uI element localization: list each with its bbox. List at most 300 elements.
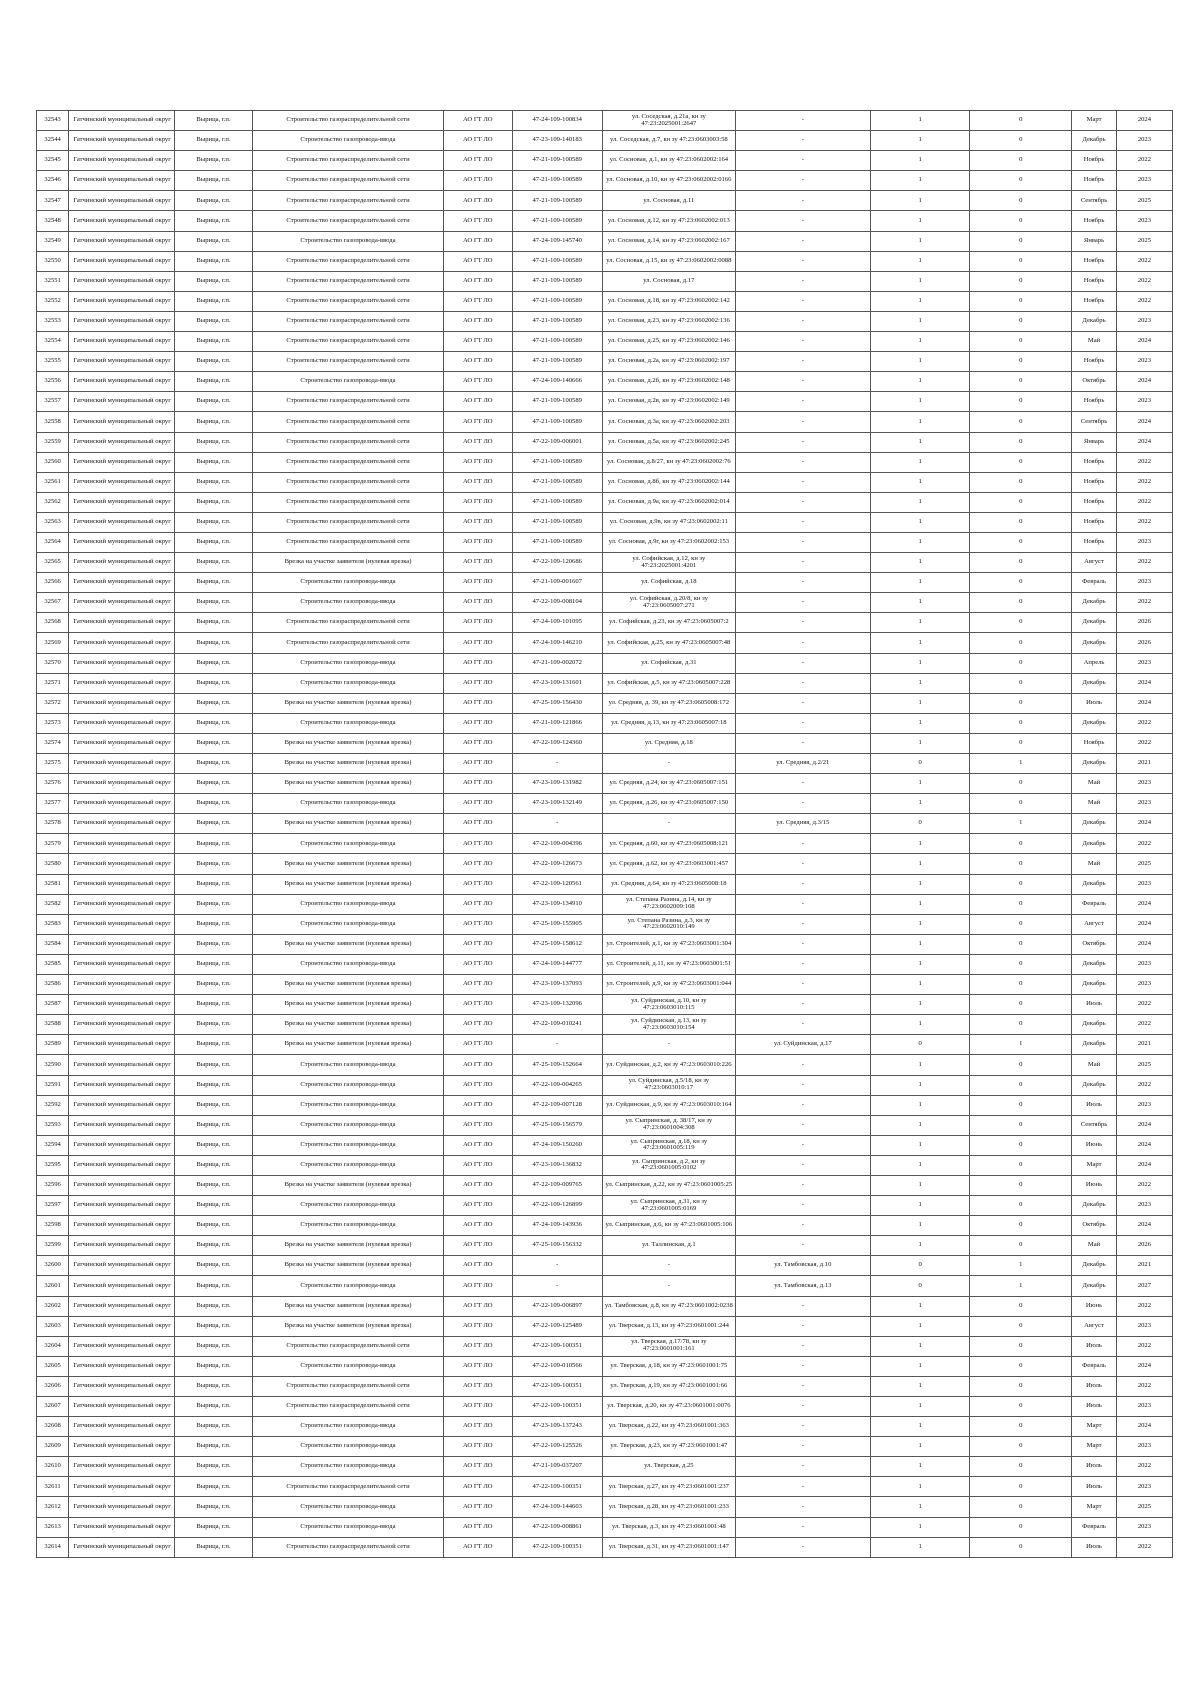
cell-year: 2025 bbox=[1116, 854, 1172, 874]
table-row bbox=[37, 854, 1173, 874]
cell-flag-a: 1 bbox=[870, 211, 970, 231]
cell-flag-a: 1 bbox=[870, 834, 970, 854]
table-row bbox=[37, 1316, 1173, 1336]
cell-application-number: 47-21-109-100589 bbox=[512, 191, 602, 211]
cell-address-cadastral: ул. Тверская, д.18, кн зу 47:23:0601001:75 bbox=[602, 1356, 735, 1376]
cell-row-number: 32570 bbox=[37, 653, 69, 673]
cell-month: Март bbox=[1072, 1417, 1117, 1437]
cell-row-number: 32613 bbox=[37, 1517, 69, 1537]
cell-locality: Вырица, г.п. bbox=[175, 613, 253, 633]
cell-district: Гатчинский муниципальный округ bbox=[69, 1256, 175, 1276]
cell-work-type: Строительство газопровода-ввода bbox=[252, 713, 443, 733]
cell-organization: АО ГТ ЛО bbox=[444, 332, 513, 352]
cell-district: Гатчинский муниципальный округ bbox=[69, 532, 175, 552]
cell-row-number: 32579 bbox=[37, 834, 69, 854]
cell-locality: Вырица, г.п. bbox=[175, 975, 253, 995]
cell-work-type: Строительство газораспределительной сети bbox=[252, 251, 443, 271]
cell-organization: АО ГТ ЛО bbox=[444, 1055, 513, 1075]
cell-flag-b: 1 bbox=[970, 754, 1072, 774]
cell-year: 2023 bbox=[1116, 171, 1172, 191]
cell-flag-a: 1 bbox=[870, 251, 970, 271]
cell-row-number: 32586 bbox=[37, 975, 69, 995]
cell-year: 2026 bbox=[1116, 633, 1172, 653]
cell-month: Сентябрь bbox=[1072, 1115, 1117, 1135]
cell-row-number: 32565 bbox=[37, 553, 69, 573]
cell-row-number: 32559 bbox=[37, 432, 69, 452]
cell-year: 2024 bbox=[1116, 1216, 1172, 1236]
cell-work-type: Строительство газопровода-ввода bbox=[252, 372, 443, 392]
cell-address-alt: - bbox=[735, 854, 870, 874]
cell-year: 2022 bbox=[1116, 151, 1172, 171]
cell-organization: АО ГТ ЛО bbox=[444, 1115, 513, 1135]
cell-address-alt: - bbox=[735, 452, 870, 472]
cell-application-number: 47-24-109-145740 bbox=[512, 231, 602, 251]
cell-organization: АО ГТ ЛО bbox=[444, 653, 513, 673]
cell-district: Гатчинский муниципальный округ bbox=[69, 814, 175, 834]
cell-application-number: 47-21-109-002072 bbox=[512, 653, 602, 673]
cell-organization: АО ГТ ЛО bbox=[444, 151, 513, 171]
cell-year: 2023 bbox=[1116, 1397, 1172, 1417]
cell-flag-b: 0 bbox=[970, 211, 1072, 231]
cell-application-number: 47-21-109-100589 bbox=[512, 472, 602, 492]
cell-organization: АО ГТ ЛО bbox=[444, 593, 513, 613]
cell-row-number: 32598 bbox=[37, 1216, 69, 1236]
cell-work-type: Строительство газопровода-ввода bbox=[252, 794, 443, 814]
cell-application-number: 47-25-109-156332 bbox=[512, 1236, 602, 1256]
cell-year: 2022 bbox=[1116, 492, 1172, 512]
cell-application-number: 47-21-109-100589 bbox=[512, 532, 602, 552]
cell-application-number: - bbox=[512, 754, 602, 774]
cell-locality: Вырица, г.п. bbox=[175, 1115, 253, 1135]
cell-flag-a: 1 bbox=[870, 1236, 970, 1256]
cell-work-type: Врезка на участке заявителя (нулевая врезка) bbox=[252, 1316, 443, 1336]
cell-address-cadastral: ул. Тверская, д.13, кн зу 47:23:0601001:244 bbox=[602, 1316, 735, 1336]
cell-address-alt: - bbox=[735, 1417, 870, 1437]
cell-flag-b: 0 bbox=[970, 954, 1072, 974]
table-row bbox=[37, 1015, 1173, 1035]
cell-locality: Вырица, г.п. bbox=[175, 191, 253, 211]
cell-row-number: 32591 bbox=[37, 1075, 69, 1095]
cell-flag-a: 0 bbox=[870, 754, 970, 774]
cell-month: Декабрь bbox=[1072, 1196, 1117, 1216]
cell-row-number: 32566 bbox=[37, 573, 69, 593]
cell-address-alt: - bbox=[735, 332, 870, 352]
cell-row-number: 32563 bbox=[37, 512, 69, 532]
cell-address-cadastral: ул. Средняя, д.24, кн зу 47:23:0605007:151 bbox=[602, 774, 735, 794]
cell-district: Гатчинский муниципальный округ bbox=[69, 1015, 175, 1035]
cell-district: Гатчинский муниципальный округ bbox=[69, 794, 175, 814]
cell-application-number: 47-21-109-100589 bbox=[512, 311, 602, 331]
cell-application-number: 47-22-109-004265 bbox=[512, 1075, 602, 1095]
table-row bbox=[37, 332, 1173, 352]
cell-work-type: Строительство газопровода-ввода bbox=[252, 1517, 443, 1537]
cell-flag-a: 1 bbox=[870, 412, 970, 432]
cell-address-cadastral: ул. Софийская, д.18 bbox=[602, 573, 735, 593]
cell-address-cadastral: ул. Средняя, д.13, кн зу 47:23:0605007:18 bbox=[602, 713, 735, 733]
cell-address-alt: - bbox=[735, 894, 870, 914]
cell-flag-a: 1 bbox=[870, 271, 970, 291]
cell-work-type: Строительство газопровода-ввода bbox=[252, 131, 443, 151]
table-row bbox=[37, 432, 1173, 452]
table-row bbox=[37, 131, 1173, 151]
cell-month: Декабрь bbox=[1072, 633, 1117, 653]
cell-month: Ноябрь bbox=[1072, 532, 1117, 552]
table-row bbox=[37, 754, 1173, 774]
cell-month: Июль bbox=[1072, 1397, 1117, 1417]
cell-district: Гатчинский муниципальный округ bbox=[69, 914, 175, 934]
cell-locality: Вырица, г.п. bbox=[175, 171, 253, 191]
cell-month: Июль bbox=[1072, 1537, 1117, 1557]
cell-address-alt: - bbox=[735, 1517, 870, 1537]
cell-year: 2024 bbox=[1116, 1417, 1172, 1437]
cell-locality: Вырица, г.п. bbox=[175, 995, 253, 1015]
cell-application-number: 47-25-109-155905 bbox=[512, 914, 602, 934]
cell-flag-a: 1 bbox=[870, 633, 970, 653]
cell-organization: АО ГТ ЛО bbox=[444, 1437, 513, 1457]
cell-address-alt: - bbox=[735, 1316, 870, 1336]
cell-address-cadastral: ул. Тверская, д.22, кн зу 47:23:0601001:363 bbox=[602, 1417, 735, 1437]
cell-flag-b: 0 bbox=[970, 1356, 1072, 1376]
cell-flag-b: 0 bbox=[970, 1075, 1072, 1095]
cell-district: Гатчинский муниципальный округ bbox=[69, 975, 175, 995]
cell-row-number: 32576 bbox=[37, 774, 69, 794]
cell-organization: АО ГТ ЛО bbox=[444, 874, 513, 894]
cell-flag-a: 1 bbox=[870, 1015, 970, 1035]
cell-month: Ноябрь bbox=[1072, 291, 1117, 311]
cell-address-alt: - bbox=[735, 372, 870, 392]
cell-locality: Вырица, г.п. bbox=[175, 894, 253, 914]
cell-work-type: Врезка на участке заявителя (нулевая врезка) bbox=[252, 934, 443, 954]
cell-organization: АО ГТ ЛО bbox=[444, 673, 513, 693]
cell-year: 2023 bbox=[1116, 532, 1172, 552]
cell-address-cadastral: ул. Сосновая, д.9в, кн зу 47:23:0602002:11 bbox=[602, 512, 735, 532]
cell-district: Гатчинский муниципальный округ bbox=[69, 1376, 175, 1396]
cell-work-type: Врезка на участке заявителя (нулевая врезка) bbox=[252, 553, 443, 573]
cell-application-number: 47-21-109-100589 bbox=[512, 151, 602, 171]
cell-work-type: Строительство газораспределительной сети bbox=[252, 472, 443, 492]
cell-year: 2022 bbox=[1116, 1537, 1172, 1557]
cell-row-number: 32614 bbox=[37, 1537, 69, 1557]
cell-application-number: 47-22-109-009765 bbox=[512, 1175, 602, 1195]
cell-year: 2024 bbox=[1116, 1356, 1172, 1376]
cell-address-cadastral: ул. Суйдинская, д.13, кн зу 47:23:0603010:154 bbox=[602, 1015, 735, 1035]
cell-flag-a: 1 bbox=[870, 1055, 970, 1075]
cell-row-number: 32574 bbox=[37, 733, 69, 753]
cell-locality: Вырица, г.п. bbox=[175, 914, 253, 934]
cell-row-number: 32553 bbox=[37, 311, 69, 331]
cell-district: Гатчинский муниципальный округ bbox=[69, 472, 175, 492]
cell-flag-b: 0 bbox=[970, 1457, 1072, 1477]
cell-flag-a: 1 bbox=[870, 1417, 970, 1437]
cell-work-type: Строительство газопровода-ввода bbox=[252, 1356, 443, 1376]
cell-month: Февраль bbox=[1072, 1517, 1117, 1537]
cell-organization: АО ГТ ЛО bbox=[444, 1477, 513, 1497]
cell-application-number: 47-21-109-121866 bbox=[512, 713, 602, 733]
cell-month: Декабрь bbox=[1072, 713, 1117, 733]
table-row bbox=[37, 211, 1173, 231]
cell-organization: АО ГТ ЛО bbox=[444, 111, 513, 131]
cell-organization: АО ГТ ЛО bbox=[444, 412, 513, 432]
cell-flag-a: 1 bbox=[870, 171, 970, 191]
cell-address-alt: - bbox=[735, 131, 870, 151]
table-row bbox=[37, 151, 1173, 171]
cell-flag-b: 0 bbox=[970, 111, 1072, 131]
cell-organization: АО ГТ ЛО bbox=[444, 633, 513, 653]
cell-organization: АО ГТ ЛО bbox=[444, 1517, 513, 1537]
cell-flag-a: 1 bbox=[870, 914, 970, 934]
cell-address-cadastral: ул. Тверская, д.17/78, кн зу 47:23:0601001:161 bbox=[602, 1336, 735, 1356]
cell-row-number: 32610 bbox=[37, 1457, 69, 1477]
table-row bbox=[37, 995, 1173, 1015]
cell-organization: АО ГТ ЛО bbox=[444, 733, 513, 753]
cell-application-number: 47-23-109-131982 bbox=[512, 774, 602, 794]
cell-flag-b: 0 bbox=[970, 1537, 1072, 1557]
cell-month: Ноябрь bbox=[1072, 512, 1117, 532]
cell-flag-b: 0 bbox=[970, 1437, 1072, 1457]
cell-address-cadastral: ул. Тверская, д.23, кн зу 47:23:0601001:47 bbox=[602, 1437, 735, 1457]
cell-flag-a: 1 bbox=[870, 231, 970, 251]
cell-month: Октябрь bbox=[1072, 1216, 1117, 1236]
cell-flag-b: 0 bbox=[970, 573, 1072, 593]
cell-application-number: 47-24-109-146210 bbox=[512, 633, 602, 653]
table-row bbox=[37, 914, 1173, 934]
table-row bbox=[37, 392, 1173, 412]
cell-application-number: 47-24-109-140666 bbox=[512, 372, 602, 392]
cell-month: Декабрь bbox=[1072, 131, 1117, 151]
cell-locality: Вырица, г.п. bbox=[175, 1095, 253, 1115]
table-row bbox=[37, 1196, 1173, 1216]
cell-flag-b: 0 bbox=[970, 1216, 1072, 1236]
cell-address-cadastral: ул. Софийская, д.20/8, кн зу 47:23:0605007:271 bbox=[602, 593, 735, 613]
cell-address-alt: - bbox=[735, 934, 870, 954]
cell-work-type: Врезка на участке заявителя (нулевая врезка) bbox=[252, 1236, 443, 1256]
cell-flag-b: 0 bbox=[970, 1477, 1072, 1497]
cell-flag-a: 1 bbox=[870, 1497, 970, 1517]
cell-year: 2024 bbox=[1116, 412, 1172, 432]
cell-year: 2023 bbox=[1116, 311, 1172, 331]
cell-address-alt: - bbox=[735, 1155, 870, 1175]
cell-month: Август bbox=[1072, 914, 1117, 934]
cell-year: 2022 bbox=[1116, 995, 1172, 1015]
cell-work-type: Строительство газопровода-ввода bbox=[252, 593, 443, 613]
cell-application-number: 47-22-109-120561 bbox=[512, 874, 602, 894]
cell-address-alt: ул. Средняя, д.2/21 bbox=[735, 754, 870, 774]
cell-flag-b: 0 bbox=[970, 934, 1072, 954]
cell-address-alt: - bbox=[735, 191, 870, 211]
cell-row-number: 32551 bbox=[37, 271, 69, 291]
cell-locality: Вырица, г.п. bbox=[175, 874, 253, 894]
cell-address-alt: - bbox=[735, 1336, 870, 1356]
cell-flag-a: 1 bbox=[870, 512, 970, 532]
cell-application-number: 47-22-109-007128 bbox=[512, 1095, 602, 1115]
cell-row-number: 32560 bbox=[37, 452, 69, 472]
cell-year: 2023 bbox=[1116, 573, 1172, 593]
cell-flag-b: 0 bbox=[970, 131, 1072, 151]
cell-address-alt: - bbox=[735, 271, 870, 291]
table-row bbox=[37, 874, 1173, 894]
cell-address-cadastral: - bbox=[602, 1256, 735, 1276]
cell-flag-a: 1 bbox=[870, 673, 970, 693]
cell-organization: АО ГТ ЛО bbox=[444, 794, 513, 814]
cell-address-cadastral: ул. Сыпринская, д.31, кн зу 47:23:0601005:0169 bbox=[602, 1196, 735, 1216]
cell-organization: АО ГТ ЛО bbox=[444, 934, 513, 954]
cell-organization: АО ГТ ЛО bbox=[444, 774, 513, 794]
table-row bbox=[37, 593, 1173, 613]
cell-address-alt: - bbox=[735, 1537, 870, 1557]
cell-address-cadastral: ул. Сосновая, д.17 bbox=[602, 271, 735, 291]
cell-organization: АО ГТ ЛО bbox=[444, 1155, 513, 1175]
cell-month: Май bbox=[1072, 332, 1117, 352]
table-row bbox=[37, 452, 1173, 472]
cell-address-cadastral: ул. Средняя, д.64, кн зу 47:23:0605008:18 bbox=[602, 874, 735, 894]
cell-application-number: 47-21-109-100589 bbox=[512, 332, 602, 352]
cell-flag-a: 1 bbox=[870, 1135, 970, 1155]
cell-organization: АО ГТ ЛО bbox=[444, 754, 513, 774]
cell-row-number: 32556 bbox=[37, 372, 69, 392]
cell-organization: АО ГТ ЛО bbox=[444, 372, 513, 392]
cell-address-cadastral: ул. Суйдинская, д.5/18, кн зу 47:23:0603010:17 bbox=[602, 1075, 735, 1095]
cell-district: Гатчинский муниципальный округ bbox=[69, 1437, 175, 1457]
cell-flag-a: 1 bbox=[870, 1437, 970, 1457]
cell-application-number: 47-23-109-132096 bbox=[512, 995, 602, 1015]
cell-flag-a: 1 bbox=[870, 332, 970, 352]
cell-address-alt: - bbox=[735, 834, 870, 854]
cell-flag-b: 0 bbox=[970, 1135, 1072, 1155]
cell-address-alt: - bbox=[735, 392, 870, 412]
cell-work-type: Строительство газопровода-ввода bbox=[252, 894, 443, 914]
cell-address-cadastral: ул. Сосновая, д.2в, кн зу 47:23:0602002:149 bbox=[602, 392, 735, 412]
cell-month: Декабрь bbox=[1072, 874, 1117, 894]
cell-address-alt: - bbox=[735, 1095, 870, 1115]
cell-year: 2024 bbox=[1116, 934, 1172, 954]
cell-work-type: Врезка на участке заявителя (нулевая врезка) bbox=[252, 854, 443, 874]
cell-address-alt: ул. Суйдинская, д.17 bbox=[735, 1035, 870, 1055]
cell-year: 2022 bbox=[1116, 452, 1172, 472]
cell-work-type: Строительство газораспределительной сети bbox=[252, 271, 443, 291]
cell-row-number: 32545 bbox=[37, 151, 69, 171]
cell-address-cadastral: ул. Тверская, д.3, кн зу 47:23:0601001:48 bbox=[602, 1517, 735, 1537]
cell-application-number: 47-21-109-100589 bbox=[512, 171, 602, 191]
cell-organization: АО ГТ ЛО bbox=[444, 1095, 513, 1115]
cell-month: Октябрь bbox=[1072, 934, 1117, 954]
cell-locality: Вырица, г.п. bbox=[175, 251, 253, 271]
cell-locality: Вырица, г.п. bbox=[175, 733, 253, 753]
cell-year: 2023 bbox=[1116, 1517, 1172, 1537]
cell-year: 2026 bbox=[1116, 613, 1172, 633]
cell-flag-a: 1 bbox=[870, 1296, 970, 1316]
cell-row-number: 32573 bbox=[37, 713, 69, 733]
cell-application-number: 47-24-109-144777 bbox=[512, 954, 602, 974]
cell-row-number: 32577 bbox=[37, 794, 69, 814]
cell-row-number: 32562 bbox=[37, 492, 69, 512]
cell-year: 2022 bbox=[1116, 512, 1172, 532]
cell-flag-a: 1 bbox=[870, 291, 970, 311]
cell-flag-a: 1 bbox=[870, 934, 970, 954]
cell-flag-b: 0 bbox=[970, 1155, 1072, 1175]
cell-address-alt: - bbox=[735, 291, 870, 311]
cell-organization: АО ГТ ЛО bbox=[444, 1196, 513, 1216]
cell-address-cadastral: ул. Суйдинская, д.2, кн зу 47:23:0603010:226 bbox=[602, 1055, 735, 1075]
cell-row-number: 32587 bbox=[37, 995, 69, 1015]
cell-flag-a: 1 bbox=[870, 954, 970, 974]
cell-district: Гатчинский муниципальный округ bbox=[69, 1175, 175, 1195]
cell-flag-a: 1 bbox=[870, 432, 970, 452]
cell-locality: Вырица, г.п. bbox=[175, 131, 253, 151]
cell-flag-b: 1 bbox=[970, 814, 1072, 834]
table-row bbox=[37, 311, 1173, 331]
cell-organization: АО ГТ ЛО bbox=[444, 492, 513, 512]
table-row bbox=[37, 271, 1173, 291]
table-row bbox=[37, 774, 1173, 794]
cell-work-type: Врезка на участке заявителя (нулевая врезка) bbox=[252, 754, 443, 774]
cell-flag-b: 0 bbox=[970, 1517, 1072, 1537]
table-row bbox=[37, 1397, 1173, 1417]
cell-district: Гатчинский муниципальный округ bbox=[69, 311, 175, 331]
cell-district: Гатчинский муниципальный округ bbox=[69, 171, 175, 191]
cell-month: Ноябрь bbox=[1072, 733, 1117, 753]
cell-organization: АО ГТ ЛО bbox=[444, 392, 513, 412]
table-row bbox=[37, 1517, 1173, 1537]
cell-organization: АО ГТ ЛО bbox=[444, 1457, 513, 1477]
cell-row-number: 32597 bbox=[37, 1196, 69, 1216]
cell-application-number: 47-22-109-006001 bbox=[512, 432, 602, 452]
table-row bbox=[37, 251, 1173, 271]
cell-organization: АО ГТ ЛО bbox=[444, 211, 513, 231]
cell-district: Гатчинский муниципальный округ bbox=[69, 593, 175, 613]
cell-locality: Вырица, г.п. bbox=[175, 332, 253, 352]
cell-application-number: 47-22-109-126899 bbox=[512, 1196, 602, 1216]
table-row bbox=[37, 231, 1173, 251]
cell-address-cadastral: - bbox=[602, 1276, 735, 1296]
cell-flag-a: 1 bbox=[870, 794, 970, 814]
cell-locality: Вырица, г.п. bbox=[175, 633, 253, 653]
cell-flag-b: 0 bbox=[970, 151, 1072, 171]
cell-month: Декабрь bbox=[1072, 954, 1117, 974]
cell-year: 2023 bbox=[1116, 352, 1172, 372]
cell-row-number: 32600 bbox=[37, 1256, 69, 1276]
cell-month: Март bbox=[1072, 1155, 1117, 1175]
cell-district: Гатчинский муниципальный округ bbox=[69, 1216, 175, 1236]
cell-locality: Вырица, г.п. bbox=[175, 1437, 253, 1457]
table-row bbox=[37, 673, 1173, 693]
cell-flag-b: 1 bbox=[970, 1035, 1072, 1055]
cell-year: 2025 bbox=[1116, 191, 1172, 211]
cell-organization: АО ГТ ЛО bbox=[444, 814, 513, 834]
cell-locality: Вырица, г.п. bbox=[175, 1015, 253, 1035]
cell-address-cadastral: ул. Софийская, д.12, кн зу 47:23:2025001:4201 bbox=[602, 553, 735, 573]
cell-application-number: 47-23-109-137093 bbox=[512, 975, 602, 995]
cell-address-alt: - bbox=[735, 472, 870, 492]
cell-month: Ноябрь bbox=[1072, 352, 1117, 372]
cell-month: Ноябрь bbox=[1072, 452, 1117, 472]
cell-application-number: 47-22-109-010241 bbox=[512, 1015, 602, 1035]
cell-address-alt: ул. Тамбовская, д.13 bbox=[735, 1276, 870, 1296]
cell-flag-b: 0 bbox=[970, 854, 1072, 874]
cell-flag-a: 1 bbox=[870, 1115, 970, 1135]
cell-row-number: 32544 bbox=[37, 131, 69, 151]
table-row bbox=[37, 412, 1173, 432]
cell-year: 2022 bbox=[1116, 1457, 1172, 1477]
table-row bbox=[37, 1115, 1173, 1135]
cell-year: 2021 bbox=[1116, 754, 1172, 774]
cell-year: 2024 bbox=[1116, 673, 1172, 693]
cell-flag-a: 1 bbox=[870, 995, 970, 1015]
cell-application-number: 47-22-109-008861 bbox=[512, 1517, 602, 1537]
cell-application-number: 47-23-109-140183 bbox=[512, 131, 602, 151]
cell-district: Гатчинский муниципальный округ bbox=[69, 934, 175, 954]
cell-flag-a: 1 bbox=[870, 392, 970, 412]
cell-month: Декабрь bbox=[1072, 1015, 1117, 1035]
